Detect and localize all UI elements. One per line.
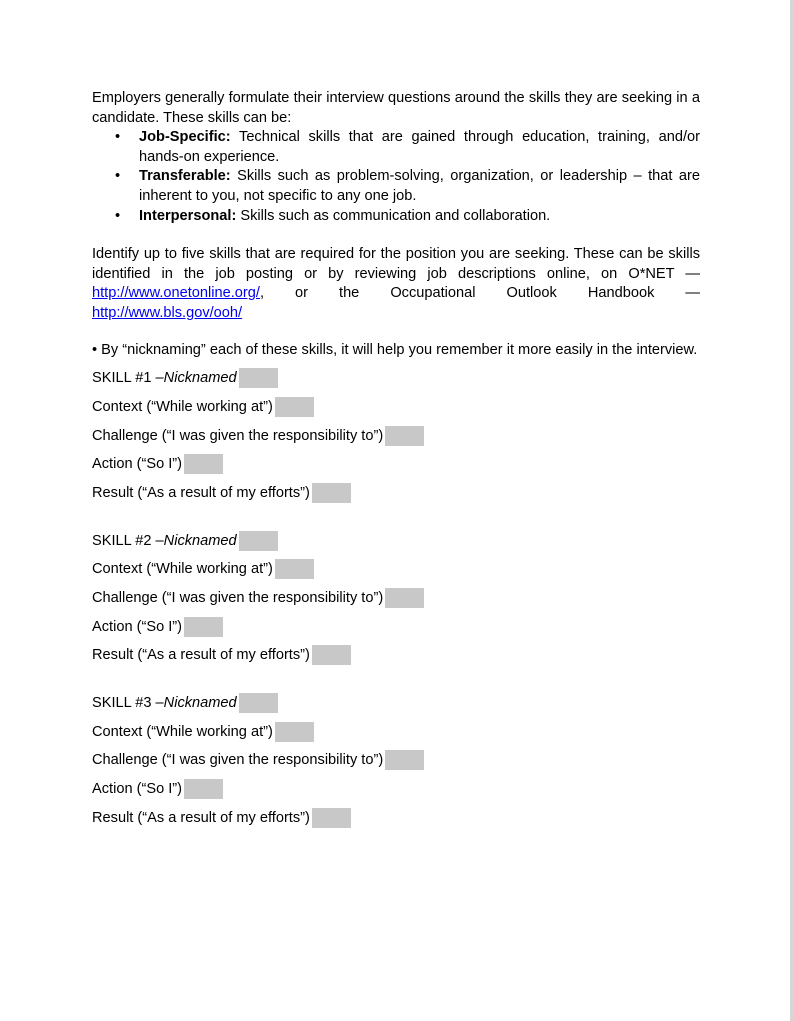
- skill-type-description: Technical skills that are gained through education, training, and/or hands-on experience.: [139, 129, 700, 165]
- action-row: [92, 455, 700, 484]
- list-item: [115, 128, 700, 167]
- identify-paragraph: [92, 245, 700, 304]
- skill-block-2: [92, 532, 700, 675]
- result-label: Result (“As a result of my efforts”): [92, 809, 310, 826]
- page-edge: [790, 0, 794, 1021]
- action-label: Action (“So I”): [92, 456, 183, 473]
- challenge-field[interactable]: [385, 588, 424, 608]
- challenge-label: Challenge (“I was given the responsibility to”): [92, 752, 384, 769]
- result-row: [92, 646, 700, 675]
- nickname-tip: • By “nicknaming” each of these skills, it will help you remember it more easily in the interview.: [92, 341, 698, 358]
- nickname-field[interactable]: [239, 531, 278, 551]
- action-row: [92, 780, 700, 809]
- skill-nickname-row: [92, 532, 700, 561]
- context-row: [92, 560, 700, 589]
- nickname-label: Nicknamed: [163, 532, 237, 549]
- skill-type-term: Job-Specific:: [139, 129, 231, 146]
- skill-type-description: Skills such as communication and collaboration.: [236, 207, 551, 224]
- challenge-row: [92, 427, 700, 456]
- result-label: Result (“As a result of my efforts”): [92, 647, 310, 664]
- identify-middle-text: , or the Occupational Outlook Handbook —: [259, 285, 700, 302]
- skill-type-description: Skills such as problem-solving, organization, or leadership – that are inherent to you, not specific to any one job.: [139, 168, 700, 204]
- skill-nickname-row: [92, 369, 700, 398]
- skill-block-3: [92, 694, 700, 837]
- bls-link[interactable]: http://www.bls.gov/ooh/: [92, 304, 243, 321]
- action-label: Action (“So I”): [92, 618, 183, 635]
- challenge-field[interactable]: [385, 750, 424, 770]
- context-field[interactable]: [275, 559, 314, 579]
- challenge-row: [92, 589, 700, 618]
- action-row: [92, 618, 700, 647]
- result-row: [92, 484, 700, 513]
- context-label: Context (“While working at”): [92, 561, 273, 578]
- challenge-row: [92, 751, 700, 780]
- action-field[interactable]: [184, 779, 223, 799]
- onet-link[interactable]: http://www.onetonline.org/: [92, 285, 260, 302]
- nickname-label: Nicknamed: [163, 370, 237, 387]
- context-field[interactable]: [275, 722, 314, 742]
- result-field[interactable]: [312, 645, 351, 665]
- context-row: [92, 723, 700, 752]
- context-row: [92, 398, 700, 427]
- result-field[interactable]: [312, 483, 351, 503]
- context-label: Context (“While working at”): [92, 723, 273, 740]
- skill-type-term: Interpersonal:: [139, 207, 237, 224]
- skill-nickname-row: [92, 694, 700, 723]
- intro-paragraph: Employers generally formulate their interview questions around the skills they are seeking in a candidate. These skills can be:: [92, 90, 700, 126]
- challenge-field[interactable]: [385, 426, 424, 446]
- challenge-label: Challenge (“I was given the responsibility to”): [92, 427, 384, 444]
- skill-type-term: Transferable:: [139, 168, 231, 185]
- document-body: [92, 89, 700, 837]
- skill-block-1: [92, 369, 700, 512]
- challenge-label: Challenge (“I was given the responsibility to”): [92, 589, 384, 606]
- bullet-icon: •: [115, 207, 121, 224]
- bullet-icon: •: [115, 168, 121, 185]
- result-field[interactable]: [312, 808, 351, 828]
- action-field[interactable]: [184, 454, 223, 474]
- skill-label: SKILL #1 –: [92, 370, 164, 387]
- action-field[interactable]: [184, 617, 223, 637]
- nickname-field[interactable]: [239, 368, 278, 388]
- skill-types-list: [92, 128, 700, 226]
- action-label: Action (“So I”): [92, 781, 183, 798]
- result-row: [92, 809, 700, 838]
- list-item: [115, 167, 700, 206]
- skill-label: SKILL #2 –: [92, 532, 164, 549]
- list-item: [115, 207, 700, 227]
- nickname-label: Nicknamed: [163, 695, 237, 711]
- identify-text: Identify up to five skills that are required for the position you are seeking. These can be skills identified in the job posting or by reviewing job descriptions online, on O*NET —: [92, 246, 700, 282]
- result-label: Result (“As a result of my efforts”): [92, 484, 310, 501]
- context-label: Context (“While working at”): [92, 398, 273, 415]
- nickname-field[interactable]: [239, 693, 278, 713]
- bullet-icon: •: [115, 129, 121, 146]
- context-field[interactable]: [275, 397, 314, 417]
- skill-label: SKILL #3 –: [92, 695, 164, 711]
- bls-link-line: [92, 304, 700, 324]
